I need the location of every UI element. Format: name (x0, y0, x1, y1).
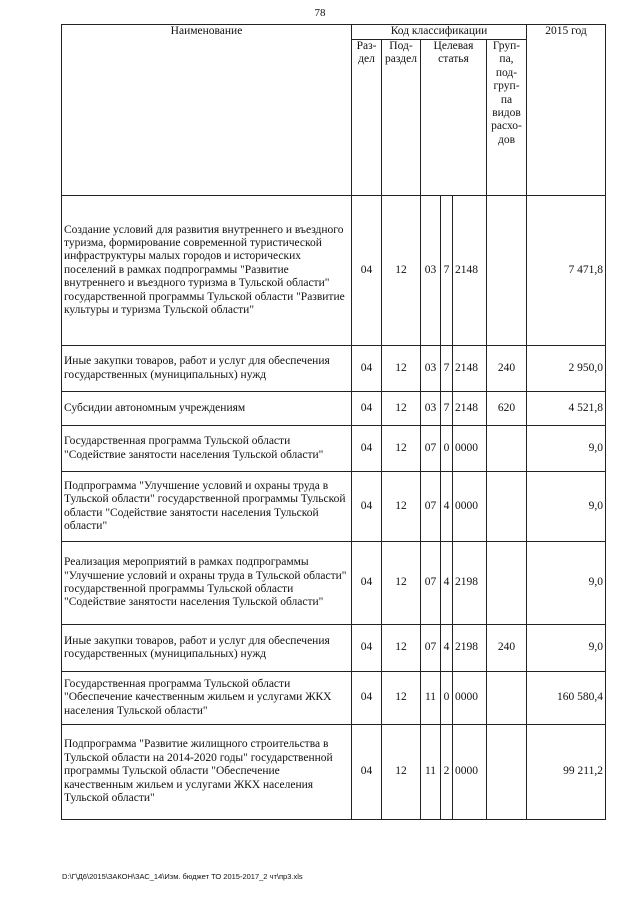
row-article-part-2: 4 (441, 625, 453, 672)
row-name: Подпрограмма "Развитие жилищного строительства в Тульской области на 2014-2020 годы" государственной программы Тульской области "Обеспечение качественным жильем и услугами ЖКХ населения Тульской области" (62, 725, 352, 820)
row-article-part-1: 07 (421, 625, 441, 672)
row-section: 04 (352, 472, 382, 542)
row-expense-group (487, 725, 527, 820)
row-article-part-2: 4 (441, 542, 453, 625)
row-name: Субсидии автономным учреждениям (62, 392, 352, 426)
table-row (62, 426, 606, 472)
row-amount: 99 211,2 (527, 725, 606, 820)
row-subsection: 12 (382, 542, 421, 625)
table-row (62, 346, 606, 392)
row-article-part-2: 7 (441, 392, 453, 426)
row-subsection: 12 (382, 672, 421, 725)
row-expense-group: 240 (487, 346, 527, 392)
row-article-part-1: 03 (421, 196, 441, 346)
row-article-part-3: 2148 (453, 196, 487, 346)
row-amount: 2 950,0 (527, 346, 606, 392)
row-name: Подпрограмма "Улучшение условий и охраны труда в Тульской области" государственной программы Тульской области "Содействие занятости населения Тульской области" (62, 472, 352, 542)
row-article-part-1: 03 (421, 346, 441, 392)
table-row (62, 542, 606, 625)
row-subsection: 12 (382, 196, 421, 346)
row-article-part-1: 07 (421, 472, 441, 542)
row-article-part-3: 0000 (453, 672, 487, 725)
budget-classification-table (61, 24, 606, 820)
row-article-part-3: 2148 (453, 346, 487, 392)
row-expense-group: 620 (487, 392, 527, 426)
row-subsection: 12 (382, 346, 421, 392)
row-section: 04 (352, 542, 382, 625)
row-article-part-3: 2198 (453, 625, 487, 672)
row-article-part-1: 03 (421, 392, 441, 426)
row-section: 04 (352, 625, 382, 672)
row-amount: 160 580,4 (527, 672, 606, 725)
column-header-target-article: Целевая статья (421, 40, 487, 196)
row-name: Иные закупки товаров, работ и услуг для обеспечения государственных (муниципальных) нужд (62, 625, 352, 672)
column-header-classification-code: Код классификации (352, 25, 527, 40)
column-header-name: Наименование (62, 25, 352, 196)
column-header-year: 2015 год (527, 25, 606, 196)
row-article-part-1: 07 (421, 426, 441, 472)
column-header-section: Раз- дел (352, 40, 382, 196)
column-header-expense-group: Груп- па, под- груп- па видов расхо- дов (487, 40, 527, 196)
table-row (62, 472, 606, 542)
row-expense-group (487, 196, 527, 346)
row-article-part-2: 7 (441, 346, 453, 392)
row-article-part-2: 0 (441, 672, 453, 725)
row-article-part-3: 2148 (453, 392, 487, 426)
row-subsection: 12 (382, 426, 421, 472)
row-section: 04 (352, 426, 382, 472)
file-path-footer: D:\Г\Д6\2015\ЗАКОН\ЗАС_14\Изм. бюджет ТО 2015-2017_2 чт\пр3.xls (62, 872, 303, 881)
row-expense-group: 240 (487, 625, 527, 672)
row-amount: 4 521,8 (527, 392, 606, 426)
table-row (62, 672, 606, 725)
row-article-part-2: 0 (441, 426, 453, 472)
row-section: 04 (352, 672, 382, 725)
row-amount: 7 471,8 (527, 196, 606, 346)
row-subsection: 12 (382, 392, 421, 426)
header-row-top (62, 25, 606, 40)
row-amount: 9,0 (527, 472, 606, 542)
column-header-subsection: Под- раздел (382, 40, 421, 196)
page-number: 78 (314, 7, 326, 19)
row-name: Создание условий для развития внутреннего и въездного туризма, формирование современной туристической инфраструктуры малых городов и исторических поселений в рамках подпрограммы "Развитие внутреннего и въездного туризма в Тульской области" государственной программы Тульской области "Развитие культуры и туризма Тульской области" (62, 196, 352, 346)
table-row (62, 725, 606, 820)
row-name: Реализация мероприятий в рамках подпрограммы "Улучшение условий и охраны труда в Тульской области" государственной программы Тульской области "Содействие занятости населения Тульской области" (62, 542, 352, 625)
row-article-part-2: 7 (441, 196, 453, 346)
row-subsection: 12 (382, 625, 421, 672)
row-section: 04 (352, 392, 382, 426)
row-name: Иные закупки товаров, работ и услуг для обеспечения государственных (муниципальных) нужд (62, 346, 352, 392)
row-article-part-3: 0000 (453, 725, 487, 820)
row-expense-group (487, 672, 527, 725)
table-row (62, 625, 606, 672)
row-amount: 9,0 (527, 426, 606, 472)
row-name: Государственная программа Тульской области "Обеспечение качественным жильем и услугами ЖКХ населения Тульской области" (62, 672, 352, 725)
table-row (62, 196, 606, 346)
row-name: Государственная программа Тульской области "Содействие занятости населения Тульской области" (62, 426, 352, 472)
row-amount: 9,0 (527, 542, 606, 625)
table-row (62, 392, 606, 426)
row-section: 04 (352, 196, 382, 346)
row-article-part-3: 0000 (453, 472, 487, 542)
row-subsection: 12 (382, 472, 421, 542)
row-expense-group (487, 542, 527, 625)
row-amount: 9,0 (527, 625, 606, 672)
row-section: 04 (352, 346, 382, 392)
row-subsection: 12 (382, 725, 421, 820)
row-article-part-3: 0000 (453, 426, 487, 472)
row-expense-group (487, 426, 527, 472)
row-article-part-2: 4 (441, 472, 453, 542)
row-article-part-1: 11 (421, 672, 441, 725)
row-article-part-3: 2198 (453, 542, 487, 625)
row-section: 04 (352, 725, 382, 820)
row-expense-group (487, 472, 527, 542)
row-article-part-1: 07 (421, 542, 441, 625)
row-article-part-1: 11 (421, 725, 441, 820)
row-article-part-2: 2 (441, 725, 453, 820)
